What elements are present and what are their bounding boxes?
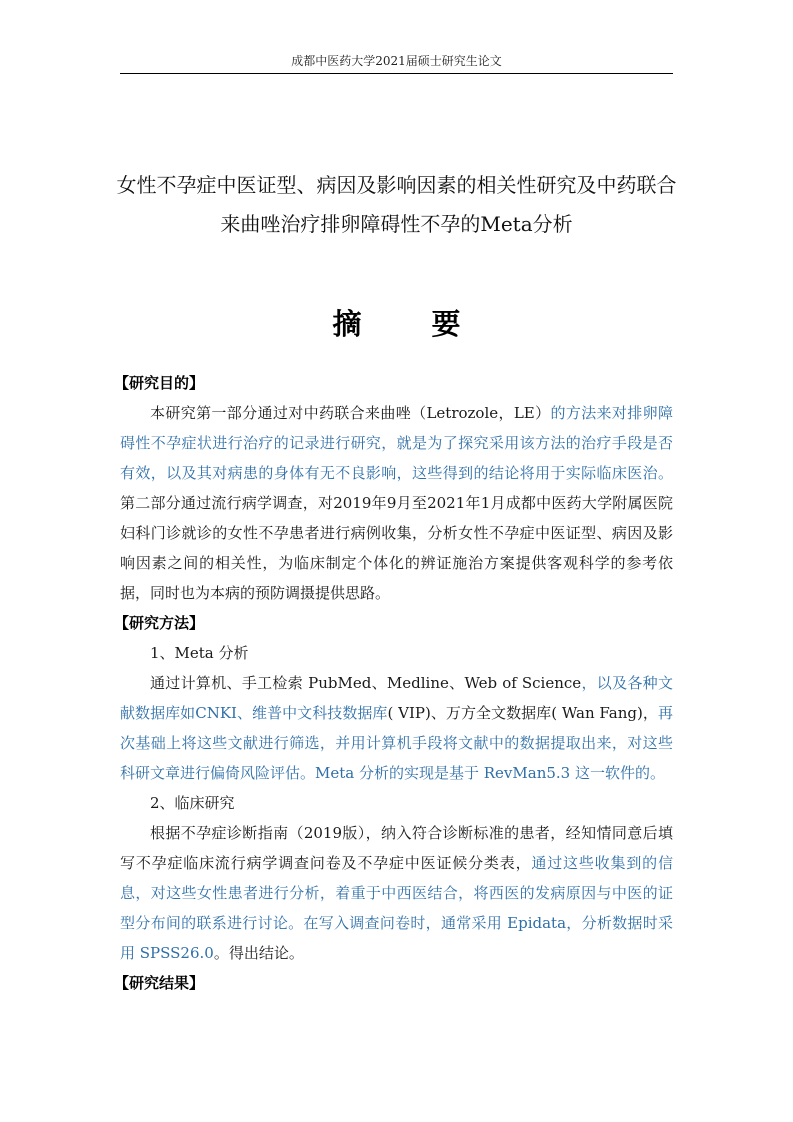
methods-subheading-meta: 1、Meta 分析 xyxy=(150,644,249,662)
abstract-heading: 摘 要 xyxy=(332,307,491,341)
clinical-paragraph xyxy=(120,818,673,968)
abstract-body xyxy=(114,368,673,998)
running-header: 成都中医药大学2021届硕士研究生论文 xyxy=(291,54,502,68)
purpose-paragraph xyxy=(120,398,673,608)
meta-text-d-highlight: 再次基础上将这些文献进行筛选，并用计算机手段将文献中的数据提取出来，对这些科研文章进行偏倚风险评估。Meta 分析的实现是基于 RevMan5.3 这一软件的。 xyxy=(120,704,673,782)
meta-text-c: ( VIP)、万方全文数据库( Wan Fang)， xyxy=(387,704,658,722)
section-heading-purpose: 【研究目的】 xyxy=(114,374,205,392)
clinical-text-a: 根据不孕症诊断指南（2019版），纳入符合诊断标准的患者，经知情同意后填写不孕症临床流行病学调查问卷及不孕症中医证候分类表， xyxy=(120,824,673,872)
section-heading-methods: 【研究方法】 xyxy=(114,614,205,632)
meta-text-b-highlight: ，以及各种文献数据库如CNKI、维普中文科技数据库 xyxy=(120,674,673,722)
thesis-title-line-1: 女性不孕症中医证型、病因及影响因素的相关性研究及中药联合 xyxy=(116,173,677,197)
clinical-text-b-highlight: 通过这些收集到的信息，对这些女性患者进行分析，着重于中西医结合，将西医的发病原因与中医的证型分布间的联系进行讨论。在写入调查问卷时，通常采用 Epidata，分析数据时采用 SPSS26.0 xyxy=(120,854,673,962)
purpose-text-a: 本研究第一部分通过对中药联合来曲唑（Letrozole，LE） xyxy=(150,404,551,422)
purpose-text-c: 第二部分通过流行病学调查，对2019年9月至2021年1月成都中医药大学附属医院妇科门诊就诊的女性不孕患者进行病例收集，分析女性不孕症中医证型、病因及影响因素之间的相关性，为临床制定个体化的辨证施治方案提供客观科学的参考依据，同时也为本病的预防调摄提供思路。 xyxy=(120,494,673,602)
clinical-text-c: 。得出结论。 xyxy=(213,944,304,962)
header-divider xyxy=(120,73,673,74)
methods-subheading-clinical: 2、临床研究 xyxy=(150,794,235,812)
meta-paragraph xyxy=(120,668,673,788)
purpose-text-b-highlight: 的方法来对排卵障碍性不孕症状进行治疗的记录进行研究，就是为了探究采用该方法的治疗手段是否有效，以及其对病患的身体有无不良影响，这些得到的结论将用于实际临床医治。 xyxy=(120,404,673,482)
thesis-title xyxy=(100,166,693,244)
section-heading-results: 【研究结果】 xyxy=(114,974,205,992)
thesis-title-line-2: 来曲唑治疗排卵障碍性不孕的Meta分析 xyxy=(220,212,573,236)
meta-text-a: 通过计算机、手工检索 PubMed、Medline、Web of Science xyxy=(150,674,582,692)
